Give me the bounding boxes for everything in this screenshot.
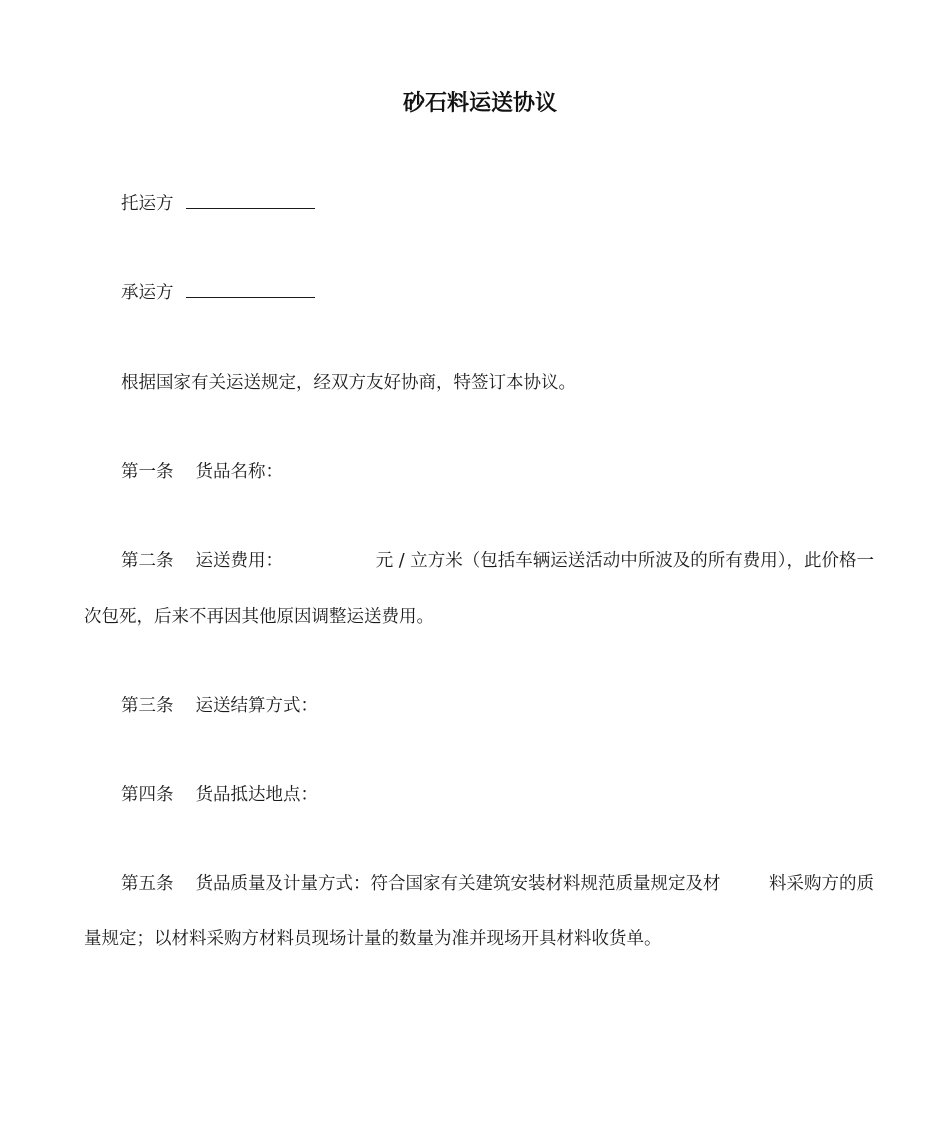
article-5-text-b: 料采购方的质 xyxy=(769,874,874,894)
article-4-number: 第四条 xyxy=(121,785,174,805)
carrier-line xyxy=(121,281,315,305)
article-5-text-a: 货品质量及计量方式：符合国家有关建筑安装材料规范质量规定及材 xyxy=(195,874,721,894)
article-5 xyxy=(121,872,874,896)
document-title: 砂石料运送协议 xyxy=(402,91,557,116)
article-5-lead xyxy=(121,872,721,896)
article-2-label: 运送费用： xyxy=(195,551,283,571)
article-1 xyxy=(121,460,283,484)
article-2-number: 第二条 xyxy=(121,551,174,571)
article-1-text: 货品名称： xyxy=(195,462,283,482)
article-3-text: 运送结算方式： xyxy=(195,696,318,716)
article-2-continuation: 次包死，后来不再因其他原因调整运送费用。 xyxy=(84,607,434,627)
article-5-number: 第五条 xyxy=(121,874,174,894)
article-4-text: 货品抵达地点： xyxy=(195,785,318,805)
article-3 xyxy=(121,694,318,718)
article-4 xyxy=(121,783,318,807)
preamble-paragraph: 根据国家有关运送规定，经双方友好协商，特签订本协议。 xyxy=(121,373,576,393)
carrier-label: 承运方 xyxy=(121,283,174,303)
shipper-blank xyxy=(186,192,315,209)
article-5-continuation: 量规定；以材料采购方材料员现场计量的数量为准并现场开具材料收货单。 xyxy=(84,929,662,949)
article-2-lead xyxy=(121,549,283,573)
article-2 xyxy=(121,549,874,573)
carrier-blank xyxy=(186,281,315,298)
shipper-line xyxy=(121,192,315,216)
shipper-label: 托运方 xyxy=(121,194,174,214)
article-3-number: 第三条 xyxy=(121,696,174,716)
article-2-unit-text: 元 / 立方米（包括车辆运送活动中所波及的所有费用），此价格一 xyxy=(375,551,874,571)
article-1-number: 第一条 xyxy=(121,462,174,482)
